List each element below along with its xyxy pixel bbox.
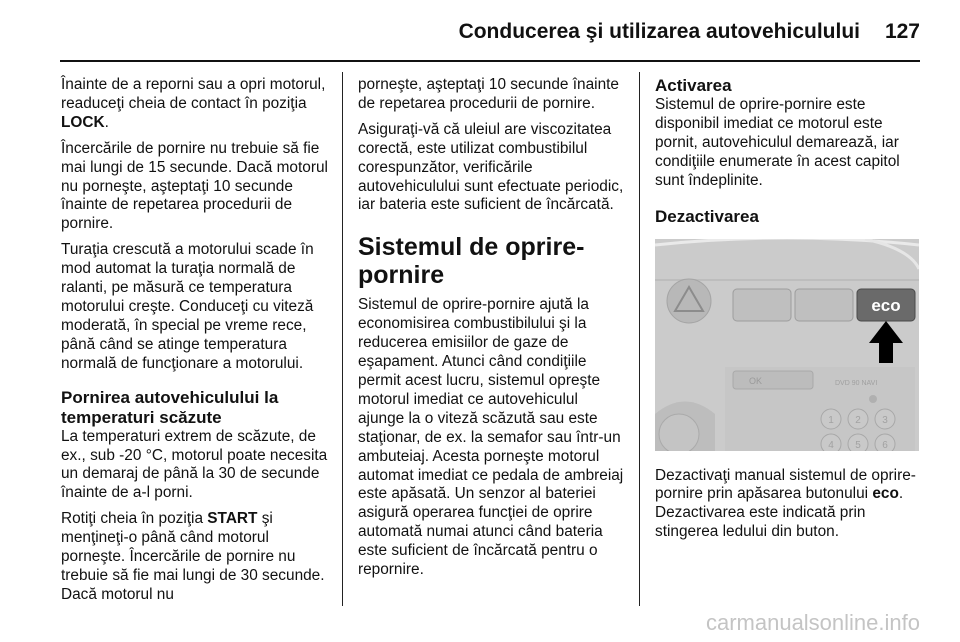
- column-divider-right: [639, 72, 640, 606]
- text: . Dezactivarea este indicată prin stingerea ledului din buton.: [655, 485, 904, 541]
- paragraph: Sistemul de oprire-pornire ajută la economisirea combustibilului şi la reducerea emisiilor de gaze de eşapament. Atunci când condiţiile permit acest lucru, sistemul opreşte motorul imediat ce autovehiculul ajunge la o viteză scăzută sau este staţionar, de ex. la semafor sau într-un ambuteiaj. Acesta porneşte motorul automat imediat ce pedala de ambreiaj este apăsată. Un senzor al bateriei asigură operarea funcţiei de oprire automată numai atunci când bateria este suficient de încărcată pentru o repornire.: [358, 296, 624, 579]
- preset-key-label: 1: [828, 414, 834, 426]
- column-3: [655, 76, 925, 549]
- text: Rotiţi cheia în poziţia: [61, 510, 208, 528]
- paragraph: [655, 467, 925, 543]
- paragraph: La temperaturi extrem de scăzute, de ex., sub -20 °C, motorul poate necesita un demaraj de până la 30 de secunde înainte de a-l porni.: [61, 427, 328, 502]
- paragraph: [61, 510, 331, 605]
- column-2: [358, 76, 628, 587]
- keyword-eco: eco: [872, 485, 899, 503]
- watermark: carmanualsonline.info: [705, 610, 920, 635]
- eco-button-label: eco: [871, 295, 901, 315]
- column-divider-left: [342, 72, 343, 606]
- column-1: [61, 76, 331, 612]
- keyword-lock: LOCK: [61, 113, 105, 131]
- ok-label: OK: [749, 375, 763, 386]
- text: Dezactivaţi manual sistemul de oprire-pornire prin apăsarea butonului: [655, 466, 916, 503]
- dashboard-illustration: [655, 239, 919, 451]
- section-heading-deactivation: Dezactivarea: [655, 206, 759, 226]
- page-number: 127: [884, 20, 920, 43]
- preset-key-label: 4: [828, 439, 834, 451]
- paragraph: porneşte, aşteptaţi 10 secunde înainte de repetarea procedurii de pornire.: [358, 76, 619, 112]
- header-rule: [60, 60, 920, 62]
- section-heading: Pornirea autovehiculului la temperaturi scăzute: [61, 387, 279, 427]
- text: şi menţineţi-o până când motorul porneşte. Încercările de pornire nu trebuie să fie mai lungi de 30 secunde. Dacă motorul nu: [61, 510, 325, 603]
- paragraph: Încercările de pornire nu trebuie să fie mai lungi de 15 secunde. Dacă motorul nu porneşte, aşteptaţi 10 secunde înainte de repetarea procedurii de pornire.: [61, 139, 328, 233]
- keyword-start: START: [207, 510, 258, 528]
- radio-model-label: DVD 90 NAVI: [835, 379, 878, 387]
- section-heading-activation: Activarea: [655, 76, 732, 95]
- preset-key-label: 6: [882, 439, 888, 451]
- paragraph: [61, 76, 331, 133]
- page-title: Conducerea şi utilizarea autovehiculului: [458, 20, 860, 43]
- eco-button-photo: [655, 239, 919, 451]
- text: Înainte de a reporni sau a opri motorul, readuceţi cheia de contact în poziţia: [61, 76, 326, 112]
- paragraph: Turaţia crescută a motorului scade în mod automat la turaţia normală de ralanti, pe măsură ce temperatura motorului creşte. Conduceţi cu viteză moderată, în special pe vreme rece, până când se atinge temperatura normală de funcţionare a motorului.: [61, 241, 314, 372]
- text: .: [104, 113, 109, 131]
- dash-button: [733, 289, 791, 321]
- preset-key-label: 5: [855, 439, 861, 451]
- preset-key-label: 3: [882, 414, 888, 426]
- paragraph: Sistemul de oprire-pornire este disponibil imediat ce motorul este pornit, autovehiculul demarează, iar condiţiile enumerate în acest capitol sunt îndeplinite.: [655, 96, 900, 189]
- chapter-heading: Sistemul de oprire-pornire: [358, 233, 585, 290]
- paragraph: Asiguraţi-vă că uleiul are viscozitatea corectă, este utilizat combustibilul corespunzător, verificările autovehiculului sunt efectuate periodic, iar bateria este suficient de încărcată.: [358, 120, 624, 214]
- preset-key-label: 2: [855, 414, 861, 426]
- dash-button: [795, 289, 853, 321]
